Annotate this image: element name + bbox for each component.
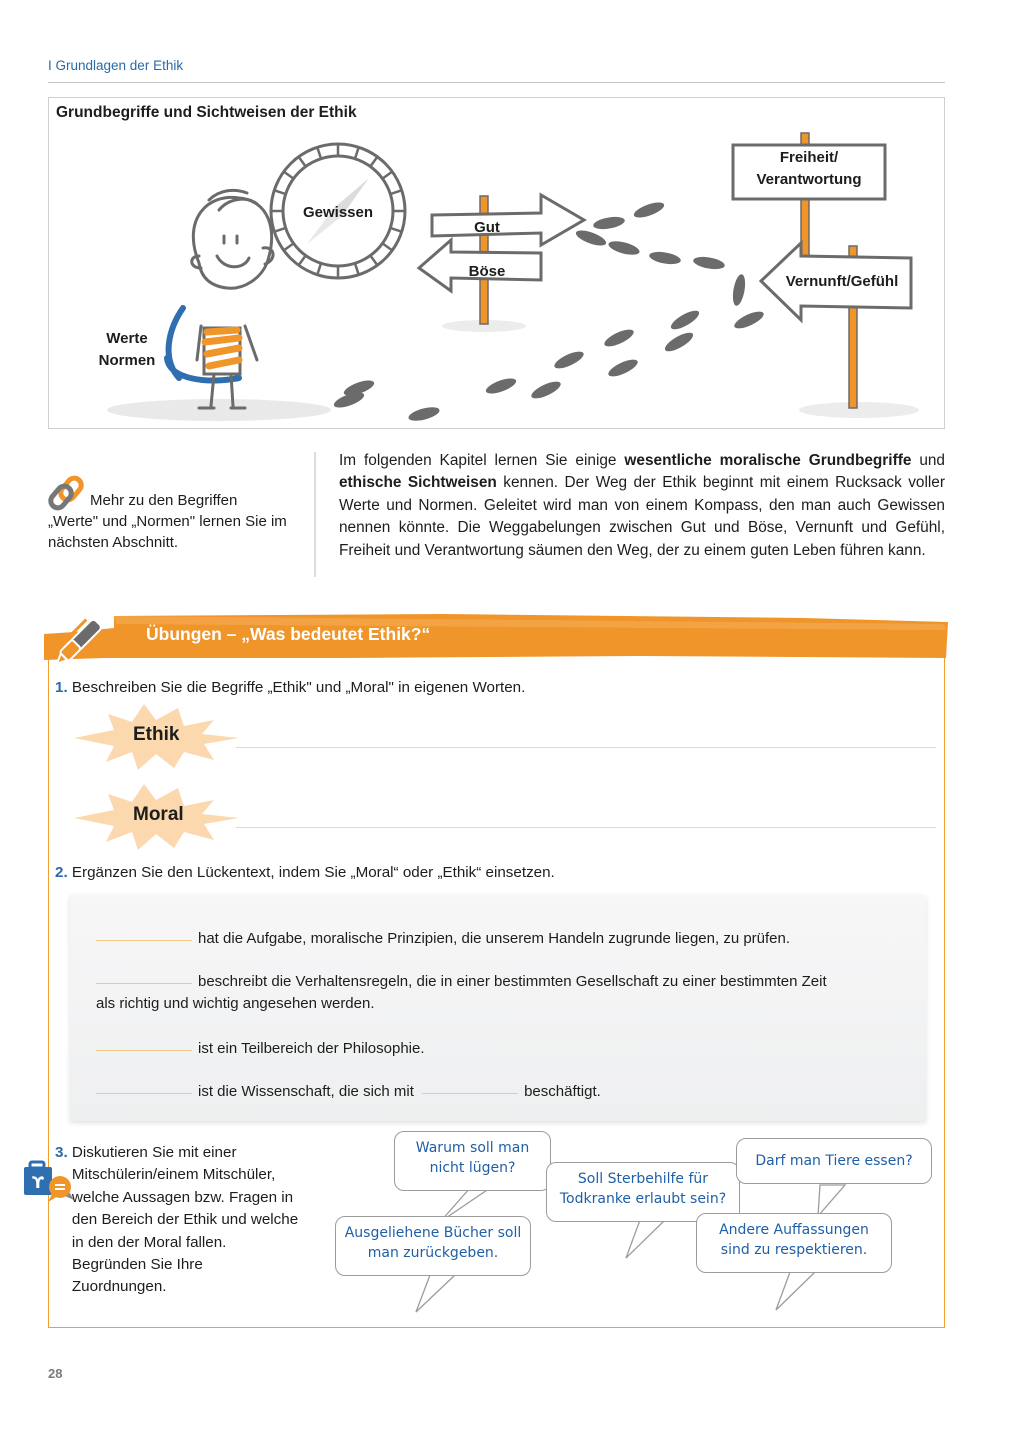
label-werte: Werte [106, 330, 148, 347]
footprint [692, 255, 725, 271]
cloze-text: ist ein Teilbereich der Philosophie. [198, 1040, 425, 1057]
child-figure [167, 190, 273, 408]
ground-shadow [107, 399, 331, 421]
task-1 [55, 677, 525, 699]
figure-ethics-path [48, 97, 945, 429]
cloze-sentence [96, 928, 790, 950]
footprint [407, 405, 441, 424]
footprint [602, 326, 636, 349]
exercise-banner-title: Übungen – „Was bedeutet Ethik?“ [146, 624, 431, 644]
speech-bubble[interactable]: Andere Auffassungen sind zu respektieren. [696, 1213, 892, 1273]
cloze-gap[interactable] [96, 940, 192, 941]
task-text: Diskutieren Sie mit einer Mitschülerin/einem Mitschüler, welche Aussagen bzw. Fragen in den Bereich der Ethik und welche in den der Moral fallen. Begründen Sie Ihre Zuordnungen. [71, 1144, 299, 1296]
cloze-sentence [96, 1081, 601, 1103]
speech-bubble[interactable]: Ausgeliehene Bücher soll man zurückgeben. [335, 1216, 531, 1276]
cloze-text: ist die Wissenschaft, die sich mit [198, 1083, 414, 1100]
label-gut: Gut [474, 219, 500, 236]
intro-text: kennen. Der Weg der Ethik beginnt mit einem Rucksack voller Werte und Normen. Geleitet wird man von einem Kompass, den man auch Gewissen nennen könnte. Die Weggabelungen zwischen Gut und Böse, Vernunft und Gefühl, Freiheit und Verantwortung säumen den Weg, der zu einem guten Leben führen kann. [339, 474, 945, 559]
header-rule [48, 82, 945, 83]
task-2 [55, 862, 555, 884]
cloze-text: beschreibt die Verhaltensregeln, die in einer bestimmten Gesellschaft zu einer bestimmten Zeit [198, 973, 827, 990]
task-text: Ergänzen Sie den Lückentext, indem Sie „Moral“ oder „Ethik“ einsetzen. [71, 864, 555, 881]
pen-icon [52, 612, 112, 664]
answer-line-moral[interactable] [236, 827, 936, 828]
footprint [731, 273, 747, 306]
label-vernunft-gefuehl: Vernunft/Gefühl [785, 273, 899, 290]
footprint [607, 239, 641, 258]
label-values-norms [97, 328, 157, 372]
side-note-text: Mehr zu den Begriffen „Werte" und „Normen" lernen Sie im nächsten Abschnitt. [48, 492, 287, 551]
figure-title: Grundbegriffe und Sichtweisen der Ethik [56, 104, 357, 121]
footprint [592, 215, 625, 231]
cloze-text: beschäftigt. [524, 1083, 601, 1100]
running-head: I Grundlagen der Ethik [48, 58, 184, 73]
footprint [648, 250, 681, 266]
intro-paragraph [339, 450, 945, 562]
side-note [48, 475, 288, 553]
cloze-sentence [96, 971, 906, 1015]
label-freiheit: Freiheit/ [779, 149, 839, 166]
speech-bubble[interactable]: Soll Sterbehilfe für Todkranke erlaubt sein? [546, 1162, 740, 1222]
column-divider [314, 452, 316, 577]
cloze-gap[interactable] [422, 1093, 518, 1094]
footprint [632, 199, 666, 220]
footprint [574, 227, 608, 248]
intro-text: und [911, 452, 945, 469]
footprint [662, 329, 695, 355]
page-number: 28 [48, 1366, 63, 1381]
answer-line-ethik[interactable] [236, 747, 936, 748]
footprint [732, 308, 766, 331]
footprint [484, 375, 518, 396]
speech-bubble[interactable]: Warum soll man nicht lügen? [394, 1131, 551, 1191]
term-ethik: Ethik [133, 724, 180, 745]
label-gewissen: Gewissen [302, 204, 374, 221]
task-number: 2. [55, 864, 68, 881]
cloze-text: hat die Aufgabe, moralische Prinzipien, die unserem Handeln zugrunde liegen, zu prüfen. [198, 930, 791, 947]
task-number: 1. [55, 679, 68, 696]
cloze-gap[interactable] [96, 1093, 192, 1094]
cloze-gap[interactable] [96, 983, 192, 984]
ground-shadow [799, 402, 919, 418]
label-normen: Normen [98, 352, 156, 369]
speech-bubble[interactable]: Darf man Tiere essen? [736, 1138, 932, 1184]
footprint [529, 378, 563, 401]
term-moral: Moral [133, 804, 184, 825]
label-verantwortung: Verantwortung [756, 171, 862, 188]
intro-text: Im folgenden Kapitel lernen Sie einige [339, 452, 625, 469]
task-3 [55, 1142, 305, 1299]
task-text: Beschreiben Sie die Begriffe „Ethik" und „Moral" in eigenen Worten. [71, 679, 526, 696]
intro-bold: ethische Sichtweisen [339, 474, 497, 492]
footprint [552, 348, 586, 371]
intro-bold: wesentliche moralische Grundbegriffe [624, 452, 912, 469]
cloze-gap[interactable] [96, 1050, 192, 1051]
label-freiheit-verantwortung [735, 147, 883, 191]
cloze-sentence [96, 1038, 425, 1060]
label-boese: Böse [468, 263, 506, 280]
cloze-text: als richtig und wichtig angesehen werden. [96, 995, 375, 1012]
footprint [668, 307, 701, 333]
link-chain-icon [48, 475, 88, 511]
svg-text:ϒ: ϒ [32, 1173, 44, 1192]
task-number: 3. [55, 1144, 68, 1161]
footprint [606, 356, 640, 379]
